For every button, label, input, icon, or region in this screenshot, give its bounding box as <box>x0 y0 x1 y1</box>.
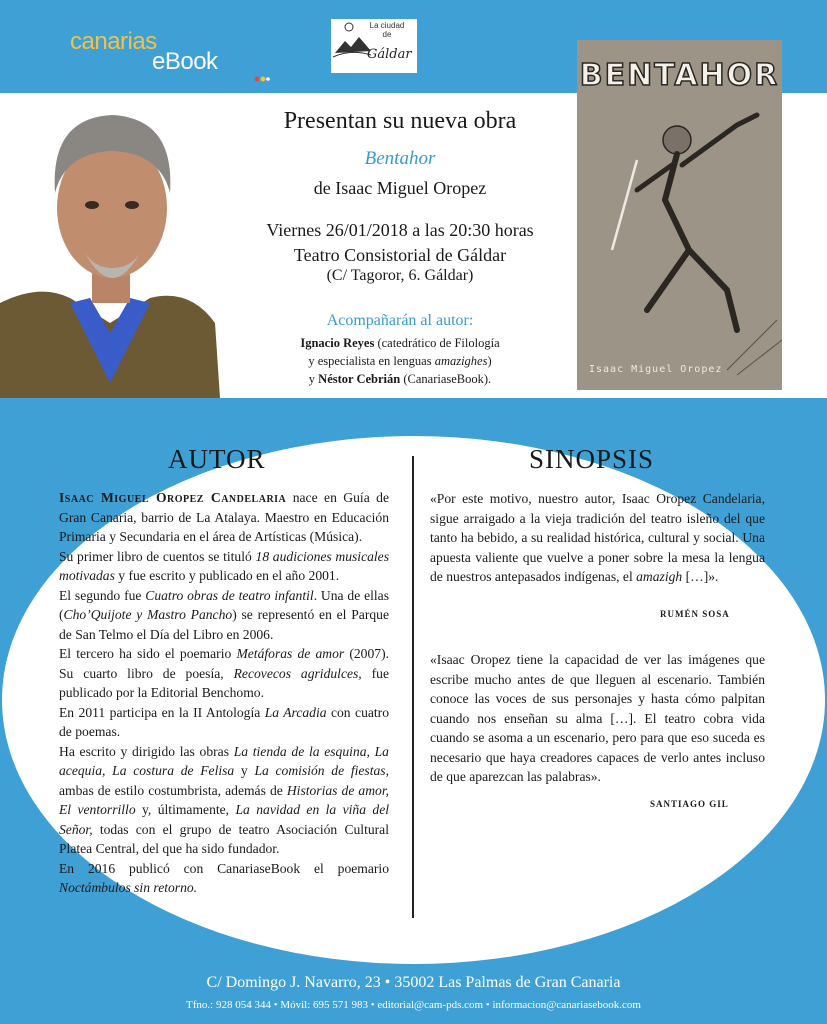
bio-paragraph: En 2016 publicó con CanariaseBook el poemario Noctámbulos sin retorno. <box>59 860 389 895</box>
author-byline: de Isaac Miguel Oropez <box>313 178 487 198</box>
sinopsis-heading: SINOPSIS <box>529 444 655 474</box>
galdar-logo-text: La ciudad de <box>369 21 405 39</box>
middle-blue-band <box>0 398 827 438</box>
cover-author: Isaac Miguel Oropez <box>589 364 723 375</box>
logo-ebook-word: eBook <box>152 48 218 75</box>
event-venue: Teatro Consistorial de Gáldar <box>293 245 507 265</box>
logo-dots-icon <box>254 76 270 82</box>
bio-paragraph: El tercero ha sido el poemario Metáforas de amor (2007). Su cuarto libro de poesía, Recovecos agridulces, fue publicado por la Editorial Benchomo. <box>59 646 389 700</box>
book-title: Bentahor <box>364 148 436 169</box>
bio-paragraph: En 2011 participa en la II Antología La Arcadia con cuatro de poemas. <box>59 704 390 739</box>
book-cover <box>577 40 782 390</box>
synopsis-quote-1: «Por este motivo, nuestro autor, Isaac Oropez Candelaria, sigue arraigado a la vieja tradición del teatro isleño del que tanto ha bebido, a su realidad histórica, cultural y social. Una apuesta valiente que vuelve a poner sobre la mesa la lengua de nuestros antepasados indígenas, el amazigh […]». <box>430 491 765 584</box>
bio-paragraph: Su primer libro de cuentos se tituló 18 audiciones musicales motivadas y fue escrito y publicado en el año 2001. <box>59 548 390 583</box>
quote-2-signature: SANTIAGO GIL <box>650 799 729 809</box>
galdar-logo <box>331 19 417 73</box>
canariasebook-logo <box>70 28 240 74</box>
autor-heading: AUTOR <box>168 444 266 474</box>
footer-contacts: Tfno.: 928 054 344 • Móvil: 695 571 983 • editorial@cam-pds.com • informacion@canariasebook.com <box>186 999 641 1011</box>
companion-2-line: y Néstor Cebrián (CanariaseBook). <box>308 372 492 386</box>
event-datetime: Viernes 26/01/2018 a las 20:30 horas <box>266 220 534 240</box>
companion-1-line: Ignacio Reyes (catedrático de Filología <box>300 336 500 350</box>
autor-biography <box>59 488 389 898</box>
author-portrait <box>0 93 220 398</box>
synopsis-quote-2: «Isaac Oropez tiene la capacidad de ver las imágenes que escribe mucho antes de que lleguen al escenario. También conoce las voces de sus personajes y hasta cómo palpitan cuando nos enseñan su alma […]. El teatro cobra vida cuando se asoma a un escenario, pero para que eso suceda es necesario que haya creadores capaces de verlo antes incluso de que aparezcan las palabras». <box>430 652 765 784</box>
bio-paragraph: Ha escrito y dirigido las obras La tienda de la esquina, La acequia, La costura de Felisa y La comisión de fiestas, ambas de estilo costumbrista, además de Historias de amor, El ventorrillo y, últimamente, La navidad en la viña del Señor, todas con el grupo de teatro Asociación Cultural Platea Central, del que ha sido fundador. <box>59 743 390 856</box>
presentation-heading: Presentan su nueva obra <box>283 108 517 134</box>
companion-1-line-2: y especialista en lenguas amazighes) <box>308 354 492 368</box>
bio-paragraph: Isaac Miguel Oropez Candelaria nace en Guía de Gran Canaria, barrio de La Atalaya. Maestro en Educación Primaria y Secundaria en el área de Artísticas (Música). <box>59 490 389 544</box>
cover-title: BENTAHOR <box>579 58 780 93</box>
column-divider <box>412 456 414 918</box>
bio-paragraph: El segundo fue Cuatro obras de teatro infantil. Una de ellas (Cho’Quijote y Mastro Pancho) se representó en el Parque de San Telmo el Día del Libro en 2006. <box>59 587 389 642</box>
companions-heading: Acompañarán al autor: <box>326 312 474 329</box>
footer-address: C/ Domingo J. Navarro, 23 • 35002 Las Palmas de Gran Canaria <box>206 974 621 991</box>
quote-1-signature: RUMÉN SOSA <box>660 609 730 619</box>
logo-canarias-word: canarias <box>70 28 157 55</box>
galdar-signature: Gáldar <box>367 47 412 62</box>
event-address: (C/ Tagoror, 6. Gáldar) <box>326 267 474 284</box>
